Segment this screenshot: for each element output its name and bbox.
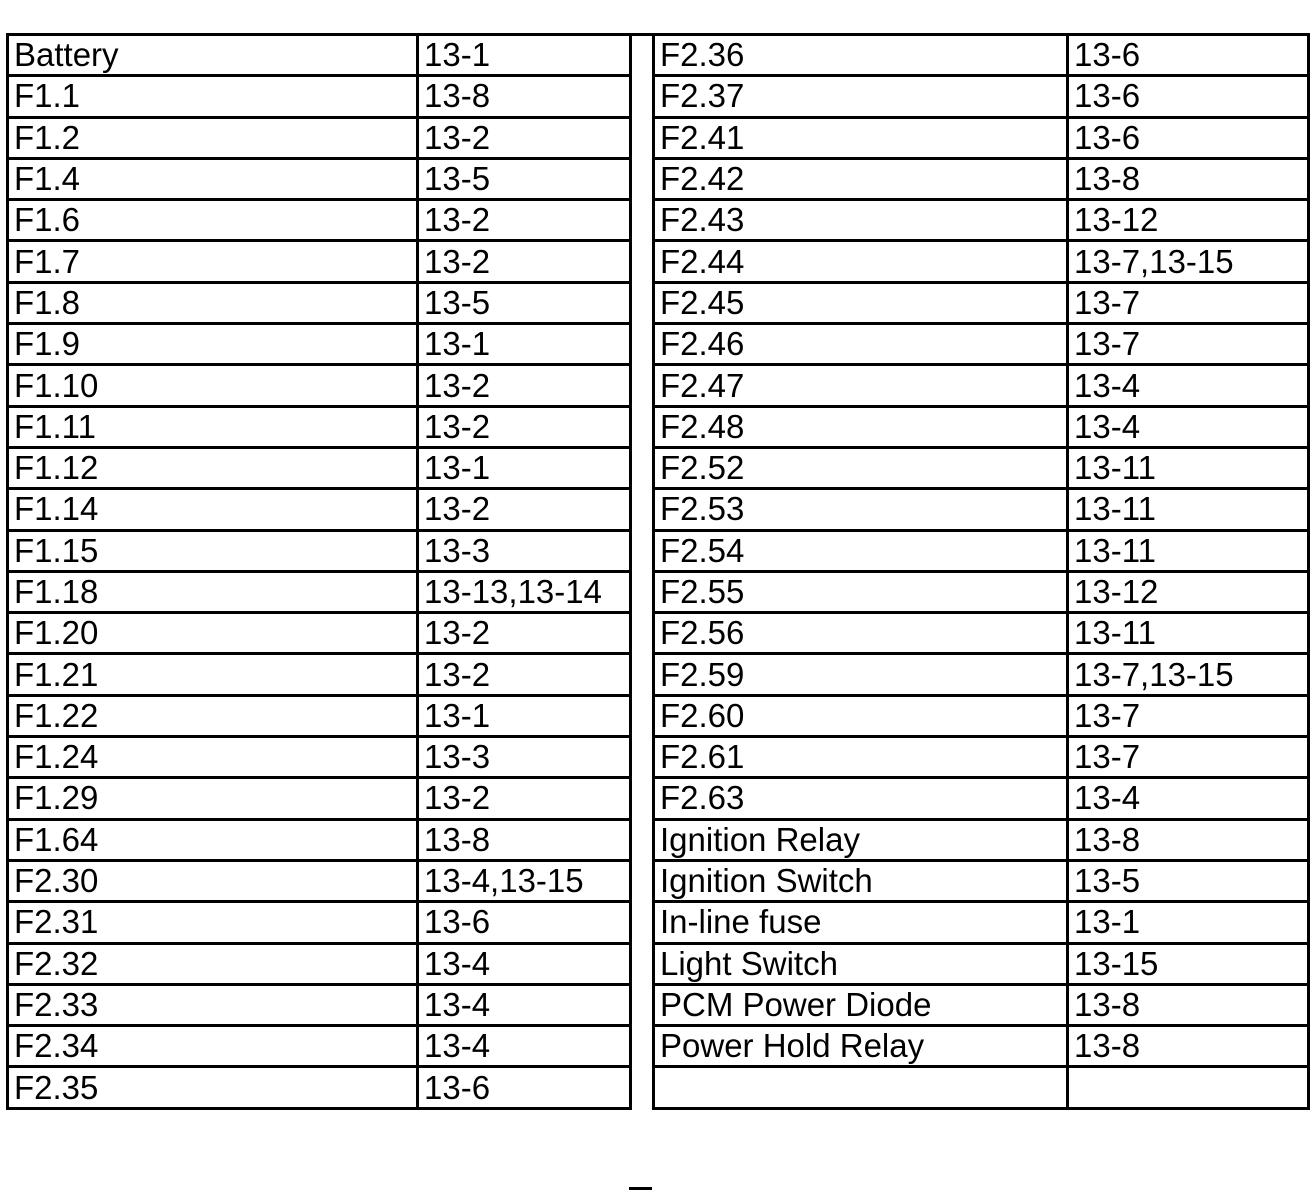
column-separator xyxy=(629,33,652,1190)
page-ref-cell: 13-11 xyxy=(1068,613,1309,654)
page-ref-cell: 13-6 xyxy=(418,902,631,943)
table-row xyxy=(654,406,1309,447)
table-row xyxy=(8,324,631,365)
table-row xyxy=(654,282,1309,323)
page-ref-cell: 13-4 xyxy=(1068,406,1309,447)
page-ref-cell: 13-7 xyxy=(1068,282,1309,323)
component-cell: F2.32 xyxy=(8,943,418,984)
table-row xyxy=(654,860,1309,901)
component-cell: F1.7 xyxy=(8,241,418,282)
page-ref-cell: 13-7 xyxy=(1068,695,1309,736)
page-ref-cell: 13-2 xyxy=(418,200,631,241)
page-ref-cell: 13-6 xyxy=(418,1067,631,1108)
component-cell: F1.18 xyxy=(8,571,418,612)
page-ref-cell: 13-12 xyxy=(1068,571,1309,612)
table-row xyxy=(654,530,1309,571)
page-ref-cell: 13-2 xyxy=(418,654,631,695)
component-cell: Ignition Switch xyxy=(654,860,1068,901)
page-ref-cell: 13-4 xyxy=(1068,778,1309,819)
table-row xyxy=(8,778,631,819)
page-ref-cell: 13-7 xyxy=(1068,737,1309,778)
component-cell: F2.43 xyxy=(654,200,1068,241)
component-cell: F1.11 xyxy=(8,406,418,447)
table-row xyxy=(654,365,1309,406)
page-ref-cell: 13-7,13-15 xyxy=(1068,241,1309,282)
page-ref-cell: 13-15 xyxy=(1068,943,1309,984)
table-row xyxy=(654,117,1309,158)
component-cell: F2.36 xyxy=(654,35,1068,76)
page-ref-cell: 13-1 xyxy=(418,447,631,488)
component-cell: PCM Power Diode xyxy=(654,984,1068,1025)
component-cell: F2.60 xyxy=(654,695,1068,736)
table-row xyxy=(8,943,631,984)
page-ref-cell: 13-11 xyxy=(1068,489,1309,530)
table-row xyxy=(654,654,1309,695)
table-row xyxy=(654,447,1309,488)
page-ref-cell: 13-6 xyxy=(1068,35,1309,76)
page-ref-cell xyxy=(1068,1067,1309,1108)
component-cell: F1.24 xyxy=(8,737,418,778)
page-ref-cell: 13-11 xyxy=(1068,447,1309,488)
table-row xyxy=(8,200,631,241)
page-ref-cell: 13-1 xyxy=(418,324,631,365)
page-ref-cell: 13-2 xyxy=(418,365,631,406)
component-cell: F2.37 xyxy=(654,76,1068,117)
table-row xyxy=(654,200,1309,241)
component-cell: Power Hold Relay xyxy=(654,1026,1068,1067)
page-ref-cell: 13-7,13-15 xyxy=(1068,654,1309,695)
table-row xyxy=(8,530,631,571)
table-row xyxy=(8,117,631,158)
left-index-table xyxy=(6,33,632,1110)
table-row xyxy=(8,654,631,695)
table-row xyxy=(8,76,631,117)
component-cell: F2.46 xyxy=(654,324,1068,365)
table-row xyxy=(8,365,631,406)
component-cell: F2.63 xyxy=(654,778,1068,819)
page-ref-cell: 13-12 xyxy=(1068,200,1309,241)
component-cell: Battery xyxy=(8,35,418,76)
page-ref-cell: 13-2 xyxy=(418,489,631,530)
page-ref-cell: 13-8 xyxy=(1068,158,1309,199)
table-row xyxy=(654,241,1309,282)
component-cell: Light Switch xyxy=(654,943,1068,984)
table-row xyxy=(8,282,631,323)
table-row xyxy=(8,737,631,778)
page-ref-cell: 13-4 xyxy=(418,984,631,1025)
page-ref-cell: 13-2 xyxy=(418,406,631,447)
component-cell: F1.10 xyxy=(8,365,418,406)
component-cell: F1.20 xyxy=(8,613,418,654)
page-ref-cell: 13-11 xyxy=(1068,530,1309,571)
table-row xyxy=(654,613,1309,654)
table-row xyxy=(654,902,1309,943)
table-row xyxy=(8,695,631,736)
page-ref-cell: 13-7 xyxy=(1068,324,1309,365)
component-cell: F1.2 xyxy=(8,117,418,158)
page-ref-cell: 13-3 xyxy=(418,530,631,571)
table-row xyxy=(8,902,631,943)
component-cell: F1.1 xyxy=(8,76,418,117)
page-ref-cell: 13-4 xyxy=(418,943,631,984)
component-cell: F2.54 xyxy=(654,530,1068,571)
right-index-table xyxy=(652,33,1310,1110)
page-ref-cell: 13-1 xyxy=(1068,902,1309,943)
table-row xyxy=(654,778,1309,819)
table-row xyxy=(654,695,1309,736)
component-cell: F2.33 xyxy=(8,984,418,1025)
page-ref-cell: 13-4,13-15 xyxy=(418,860,631,901)
component-cell: F2.53 xyxy=(654,489,1068,530)
component-cell: F2.61 xyxy=(654,737,1068,778)
page-ref-cell: 13-6 xyxy=(1068,76,1309,117)
page-ref-cell: 13-1 xyxy=(418,35,631,76)
table-row xyxy=(654,489,1309,530)
component-cell: F2.34 xyxy=(8,1026,418,1067)
component-cell: F2.31 xyxy=(8,902,418,943)
component-cell: F1.9 xyxy=(8,324,418,365)
component-cell: F1.29 xyxy=(8,778,418,819)
component-cell: F2.47 xyxy=(654,365,1068,406)
table-row xyxy=(8,1067,631,1108)
page-ref-cell: 13-4 xyxy=(418,1026,631,1067)
table-row xyxy=(8,860,631,901)
table-row xyxy=(654,35,1309,76)
component-cell: F1.64 xyxy=(8,819,418,860)
page-ref-cell: 13-5 xyxy=(1068,860,1309,901)
component-cell: F2.44 xyxy=(654,241,1068,282)
page-ref-cell: 13-13,13-14 xyxy=(418,571,631,612)
component-cell: F2.30 xyxy=(8,860,418,901)
table-row xyxy=(8,35,631,76)
page-ref-cell: 13-8 xyxy=(1068,984,1309,1025)
component-cell: F2.48 xyxy=(654,406,1068,447)
table-row xyxy=(654,571,1309,612)
component-cell: F2.45 xyxy=(654,282,1068,323)
table-row xyxy=(654,158,1309,199)
page-ref-cell: 13-8 xyxy=(1068,1026,1309,1067)
page-ref-cell: 13-2 xyxy=(418,241,631,282)
component-cell: F1.22 xyxy=(8,695,418,736)
page-ref-cell: 13-8 xyxy=(1068,819,1309,860)
table-row xyxy=(654,737,1309,778)
component-cell: In-line fuse xyxy=(654,902,1068,943)
table-row xyxy=(8,447,631,488)
table-row xyxy=(654,819,1309,860)
table-row xyxy=(654,943,1309,984)
table-row xyxy=(8,819,631,860)
table-row xyxy=(8,158,631,199)
component-cell xyxy=(654,1067,1068,1108)
table-row xyxy=(654,984,1309,1025)
table-row xyxy=(8,571,631,612)
component-cell: F1.14 xyxy=(8,489,418,530)
table-row xyxy=(8,489,631,530)
page-ref-cell: 13-4 xyxy=(1068,365,1309,406)
page-ref-cell: 13-2 xyxy=(418,778,631,819)
page-ref-cell: 13-1 xyxy=(418,695,631,736)
page-ref-cell: 13-3 xyxy=(418,737,631,778)
component-cell: F1.4 xyxy=(8,158,418,199)
table-row xyxy=(8,406,631,447)
component-cell: F2.41 xyxy=(654,117,1068,158)
table-row xyxy=(654,1067,1309,1108)
table-row xyxy=(654,76,1309,117)
component-cell: F1.6 xyxy=(8,200,418,241)
table-row xyxy=(8,984,631,1025)
component-cell: F2.35 xyxy=(8,1067,418,1108)
table-row xyxy=(654,324,1309,365)
table-row xyxy=(8,1026,631,1067)
component-cell: F1.12 xyxy=(8,447,418,488)
component-cell: F1.8 xyxy=(8,282,418,323)
component-cell: F1.15 xyxy=(8,530,418,571)
page-ref-cell: 13-8 xyxy=(418,76,631,117)
page-ref-cell: 13-2 xyxy=(418,613,631,654)
page-ref-cell: 13-2 xyxy=(418,117,631,158)
page-ref-cell: 13-8 xyxy=(418,819,631,860)
page-ref-cell: 13-5 xyxy=(418,282,631,323)
component-cell: F2.56 xyxy=(654,613,1068,654)
table-row xyxy=(8,613,631,654)
table-row xyxy=(654,1026,1309,1067)
component-cell: F2.52 xyxy=(654,447,1068,488)
component-cell: F2.42 xyxy=(654,158,1068,199)
component-cell: Ignition Relay xyxy=(654,819,1068,860)
page-ref-cell: 13-6 xyxy=(1068,117,1309,158)
component-cell: F1.21 xyxy=(8,654,418,695)
component-cell: F2.55 xyxy=(654,571,1068,612)
page-ref-cell: 13-5 xyxy=(418,158,631,199)
table-row xyxy=(8,241,631,282)
component-cell: F2.59 xyxy=(654,654,1068,695)
